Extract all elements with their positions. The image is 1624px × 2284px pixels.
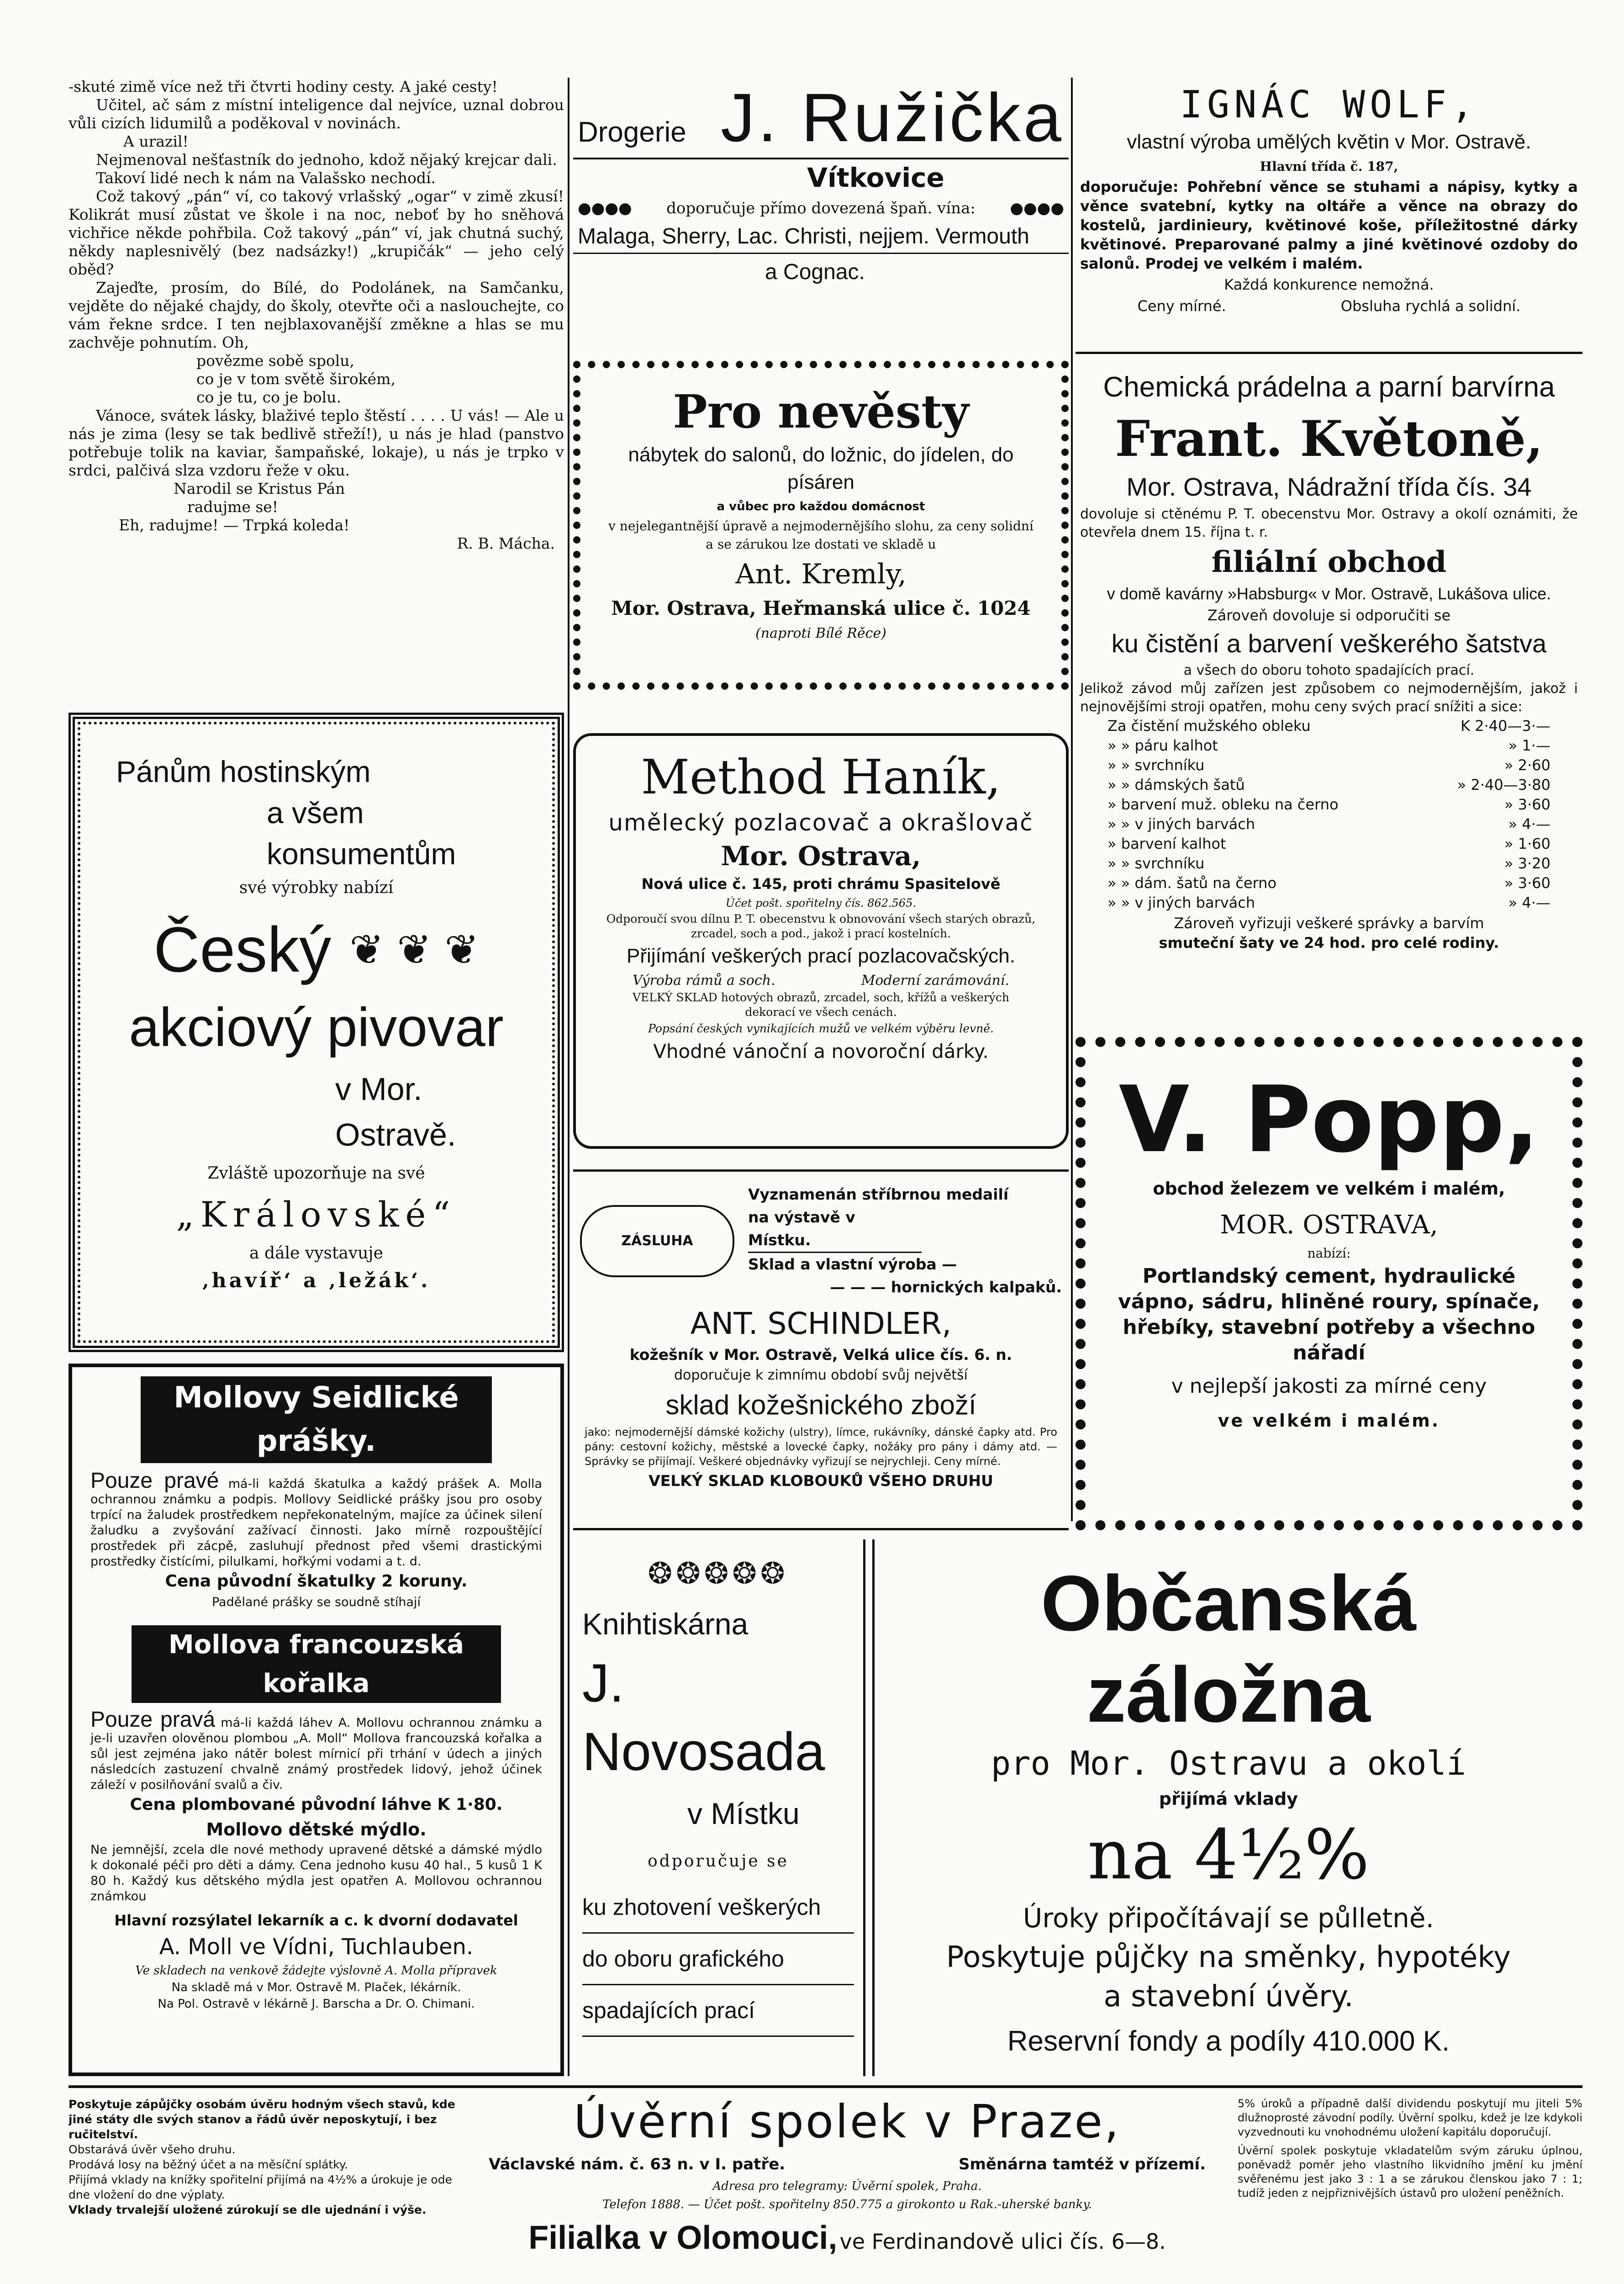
schindler-line: doporučuje k zimnímu období svůj největší [674,1367,968,1383]
hanik-addr: Nová ulice č. 145, proti chrámu Spasitelově [641,875,1001,893]
ruzicka-row [573,196,1069,221]
ad-moll [69,1364,564,2076]
popp-line: ve velkém i malém. [1218,1411,1440,1431]
spolek-filial2: ve Ferdinandově ulici čís. 6—8. [839,2229,1166,2254]
wolf-row [1080,296,1578,316]
ad-wolf [1076,78,1582,347]
price-item: Za čistění mužského obleku [1107,717,1311,735]
price-row [1107,716,1550,736]
pivovar-line: Pánům hostinským [116,755,371,788]
column-rule [568,78,569,2076]
poem-verse: povězme sobě spolu, [196,352,355,370]
poem-verse: radujme se! [187,498,279,516]
price-item: » » v jiných barvách [1107,815,1255,833]
ruzicka-drogerie: Drogerie [578,116,686,148]
spolek-bottom-row [69,2275,1582,2284]
moll-title: Mollovy Seidlické prášky. [141,1376,492,1463]
moll-price: Cena plombované původní láhve K 1·80. [130,1795,503,1814]
poem-signature: R. B. Mácha. [457,534,555,552]
novosad-line: ku zhotovení veškerých [582,1882,854,1934]
pivovar-line: Zvláště upozorňuje na své [207,1164,425,1183]
wolf-line: Obsluha rychlá a solidní. [1340,297,1521,315]
spolek-addr: Směnárna tamtéž v přízemí. [958,2155,1206,2173]
pivovar-line: své výrobky nabízí [239,878,394,897]
price-row [1107,775,1550,795]
novosad-name: J. Novosada [582,1653,825,1782]
ruzicka-header [573,78,1069,159]
price-row [1107,736,1550,756]
spolek-addr: Václavské nám. č. 63 n. v I. patře. [489,2155,786,2173]
pivovar-line: v Mor. Ostravě. [335,1071,456,1153]
spolek-right-item: Úvěrní spolek poskytuje vkladatelům svým záruku úplnou, poněvadž poměr jeho vlastního likvidního jmění ku jmění svěřenému jest jako 3 : 1 a se zárukou členskou jako 7 : 1; tudíž jeden z nejpřiznivějších ústavů pro uložení peněžních. [1238,2144,1582,2199]
wolf-line: Každá konkurence nemožná. [1224,276,1434,293]
moll-title: Mollova francouzská kořalka [132,1625,501,1703]
schindler-line: — — — hornických kalpaků. [830,1278,1062,1296]
ad-kremly [573,361,1069,690]
pivovar-title-row [116,911,517,989]
price-item: » » páru kalhot [1107,737,1218,754]
spolek-filial: Filialka v Olomouci, [528,2220,838,2256]
schindler-body: jako: nejmodernější dámské kožichy (ulstry), límce, rukávníky, dánské čapky atd. Pro pány: cestovní kožichy, městské a lovecké čapky, nožáky pro pány i dámy atd. — Správky se přijímají. Veškeré objednávky vyřizují se nejrychleji. Ceny mírné. [585,1426,1057,1468]
moll-price: Cena původní škatulky 2 koruny. [165,1572,468,1591]
pivovar-line: „Královské“ [176,1194,457,1235]
ad-hanik [573,733,1069,1149]
spolek-left [69,2097,457,2266]
price-item: » » v jiných barvách [1107,894,1255,911]
ornament-icon: ●●●● [1010,199,1064,217]
price-row [1107,873,1550,893]
moll-soap-title: Mollovo dětské mýdlo. [206,1819,427,1840]
price-row [1107,814,1550,834]
schindler-line: VELKÝ SKLAD KLOBOUKŮ VŠEHO DRUHU [649,1472,993,1490]
moll-text [90,1469,542,1570]
novosad-line: odporučuje se [648,1852,789,1871]
poem-paragraph: Takoví lidé nech k nám na Valašsko nechodí. [96,169,436,187]
price-list [1080,716,1578,913]
kvetone-line: smuteční šaty ve 24 hod. pro celé rodiny. [1159,934,1499,952]
schindler-line: Sklad a vlastní výroba — [748,1255,957,1273]
price-row [1107,834,1550,854]
ruzicka-line: a Cognac. [765,260,865,284]
ad-uverni-spolek [69,2092,1582,2284]
zalozna-line: a stavební úvěry. [1103,1980,1354,2014]
medal-seal: ZÁSLUHA [580,1205,734,1277]
price-value: » 3·60 [1504,874,1550,892]
spolek-right-item: 5% úroků a případně další dividendu poskytují mu jiteli 5% dlužnoprosté závodní podíly. Úvěrní spolku, kdež je lze kdykoli vyzvednouti ku vnohodnému uložení kapitálu doporučují. [1238,2097,1582,2138]
zalozna-line: Poskytuje půjčky na směnky, hypotéky [946,1940,1511,1974]
section-rule [69,2085,1582,2088]
kvetone-line: v domě kavárny »Habsburg« v Mor. Ostravě, Lukášova ulice. [1107,584,1551,603]
price-value: K 2·40—3·— [1461,717,1550,735]
ad-ruzicka [573,78,1069,343]
moll-body: má-li každá láhev A. Mollovu ochrannou známku a je-li uzavřen olověnou plombou „A. Moll“ Mollova francouzská kořalka a sůl jest zejména jako nátěr bolest mírnicí při trhání v údech a jiných následcích zastuzení chvalně známý prostředek lidový, jehož účinek záleží v posilňování svalů a čiv. [90,1716,543,1792]
kvetone-line: a všech do oboru tohoto spadajících prací. [1183,662,1475,678]
wolf-name: IGNÁC WOLF, [1180,83,1478,127]
poem-paragraph: Vánoce, svátek lásky, blaživé teplo štěstí . . . . U vás! — Ale u nás je zima (lesy se tak bedlivě střeží!), u nás je hlad (panstvo potřebuje tolik na kaviar, šampaňské, lokaje), u nás je trpko v srdci, palčivá slza vzdoru řeže v oku. [69,407,564,479]
ornament-icon: ❦ ❦ ❦ [349,925,479,974]
popp-line: obchod železem ve velkém i malém, [1153,1179,1505,1199]
price-row [1107,756,1550,775]
kvetone-addr: Mor. Ostrava, Nádražní třída čís. 34 [1126,472,1532,501]
moll-main: Hlavní rozsýlatel lekarník a c. k dvorní dodavatel [114,1912,518,1929]
pivovar-title: Český [153,914,332,985]
kremly-line: v nejelegantnější úpravě a nejmodernějšího slohu, za ceny solidní a se zárukou lze dostati ve skladě u [608,518,1033,552]
price-value: » 2·60 [1504,756,1550,774]
zalozna-line: Reservní fondy a podíly 410.000 K. [1007,2025,1450,2057]
spolek-left-item: Vklady trvalejší uložené zúrokují se dle ujednání i výše. [69,2203,427,2216]
price-item: » » dámských šatů [1107,776,1245,793]
spolek-title: Úvěrní spolek v Praze, [574,2095,1121,2148]
hanik-line: Odporoučí svou dílnu P. T. obecenstvu k obnovování všech starých obrazů, zrcadel, soch a pod., jakož i prací kostelních. [606,912,1036,940]
wolf-line: Ceny mírné. [1137,297,1226,315]
popp-line: v nejlepší jakosti za mírné ceny [1171,1375,1487,1398]
spolek-left-item: Prodává losy na běžný účet a na měsíční splátky. [69,2158,348,2171]
poem-verse: Narodil se Kristus Pán [174,480,345,497]
kvetone-title: Chemická prádelna a parní barvírna [1103,371,1555,403]
hanik-line: Vhodné vánoční a novoroční dárky. [653,1040,989,1063]
ad-pivovar [69,713,564,1352]
ad-novosad [573,1539,865,2076]
spolek-tel: Telefon 1888. — Účet pošt. spořitelny 850.775 a girokonto u Rak.-uherské banky. [602,2198,1092,2211]
schindler-addr: kožešník v Mor. Ostravě, Velká ulice čís. 6. n. [629,1346,1012,1364]
moll-lead: Pouze pravé [90,1469,219,1493]
kvetone-filialni: filiální obchod [1211,545,1447,579]
kremly-line: nábytek do salonů, do ložnic, do jídelen, do písáren [628,444,1014,493]
price-value: » 1·— [1508,737,1550,754]
hanik-line: Výroba rámů a soch. [633,973,775,989]
zalozna-line: Úroky připočítávají se půlletně. [1023,1903,1434,1934]
schindler-headline: sklad kožešnického zboží [665,1390,976,1420]
popp-line: Portlandský cement, hydraulické vápno, sádru, hliněné roury, spínače, hřebíky, stavební potřeby a všechno nářadí [1118,1264,1540,1364]
hanik-row [590,971,1052,990]
column-rule [1071,78,1073,1521]
price-row [1107,854,1550,873]
price-value: » 4·— [1508,815,1550,833]
ruzicka-line: doporučuje přímo dovezená špaň. vína: [666,199,975,217]
spolek-filial-row [470,2217,1224,2258]
moll-body: má-li každá škatulka a každý prášek A. Molla ochrannou známku a podpis. Mollovy Seidlické prášky jsou pro osoby trpící na žaludek prostředkem nepřekonatelným, majíce za účinek silení žaludku a zvyšování zažívací činnosti. Jako mírně rozpouštějící prostředek při zácpě, zasluhují přednost před všemi drastickými prostředky čistícími, pilulkami, hořkými vodami a t. d. [90,1477,542,1569]
moll-note: Ve skladech na venkově žádejte výslovně A. Molla přípravek [135,1964,497,1977]
spolek-center [470,2092,1224,2270]
popp-line: nabízí: [1307,1246,1351,1261]
price-row [1107,795,1550,814]
price-value: » 2·40—3·80 [1457,776,1550,793]
spolek-left-item: Obstarává úvěr všeho druhu. [69,2143,236,2156]
ruzicka-town: Vítkovice [807,162,944,193]
poem-paragraph: Což takový „pán“ ví, co takový vrlašský „ogar“ v zimě zkusí! Kolikrát musí zůstat ve škole i na noc, neboť by ho sněhová vichřice někde pohřbila. Což takový „pán“ ví, jak chutná suchý, někdy naplesnivělý (bez nadsázky!) „krupičák“ — jeho celý oběd? [69,187,564,278]
ad-zalozna [872,1539,1582,2076]
spolek-addr-row [470,2152,1224,2177]
spolek-tel: Adresa pro telegramy: Úvěrní spolek, Praha. [712,2179,982,2193]
pivovar-line: ‚havíř‘ a ‚ležák‘. [202,1269,431,1292]
hanik-trade: umělecký pozlacovač a okrašlovač [608,809,1033,836]
poem-paragraph: Nejmenoval nešťastník do jednoho, kdož nějaký krejcar dali. [96,151,557,169]
wolf-body: doporučuje: Pohřební věnce se stuhami a nápisy, kytky a věnce svatební, kytky na oltáře a věnce na obrazy do kostelů, jardinieury, květinové koše, příležitostné dárky květinové. Preparované palmy a jiné květinové ozdoby do salonů. Prodej ve velkém i malém. [1080,178,1578,272]
novosad-line: Knihtiskárna [582,1607,749,1641]
section-rule [1076,352,1582,354]
novosad-line: spadajících prací [582,1985,854,2037]
moll-note: Padělané prášky se soudně stíhají [211,1595,421,1609]
kvetone-line: ku čistění a barvení veškerého šatstva [1111,629,1547,658]
poem-verse: Eh, radujme! — Trpká koleda! [119,516,350,534]
ad-kvetone [1076,361,1582,1028]
price-item: » » svrchníku [1107,756,1205,774]
kvetone-name: Frant. Květoně, [1115,410,1543,468]
spolek-left-item: Poskytuje zápůjčky osobám úvěru hodným všech stavů, kde jiné státy dle svých stanov a řádů úvěr neposkytují, i bez ručitelství. [69,2098,455,2141]
spolek-right [1238,2097,1582,2270]
poem-paragraph: Zajeďte, prosím, do Bílé, do Podolánek, na Samčanku, vejděte do nějaké chajdy, do školy, otevřte oči a naslouchejte, co vám řekne srdce. I ten nejblaxovanější změkne a hlas se mu zachvěje pohnutím. Oh, [69,279,564,351]
price-value: » 1·60 [1504,835,1550,852]
price-item: » barvení kalhot [1107,835,1226,852]
spolek-bottom [201,2282,927,2284]
kremly-title: Pro nevěsty [673,385,969,439]
kremly-name: Ant. Kremly, [735,558,907,590]
pivovar-title: akciový pivovar [129,997,504,1058]
moll-text [90,1708,543,1793]
price-item: » » dám. šatů na černo [1107,874,1277,892]
poem-verse: co je v tom světě širokém, [196,370,395,388]
poem-paragraph: -skuté zimě více než tři čtvrti hodiny cesty. A jaké cesty! [69,78,498,95]
poem-paragraph: Učitel, ač sám z místní inteligence dal nejvíce, uznal dobrou vůli cizích lidumilů a poděkoval v novinách. [69,96,564,132]
moll-lead: Pouze pravá [90,1708,216,1732]
pivovar-line: a všem konsumentům [267,796,456,871]
spolek-left-item: Přijímá vklady na knížky spořitelní přijímá na 4½% a úrokuje je ode dne vložení do dne výplaty. [69,2173,452,2201]
moll-note: Na skladě má v Mor. Ostravě M. Plaček, lékárník. [171,1981,461,1994]
poem-verse: co je tu, co je bolu. [196,388,341,406]
ornament-icon: ❂❂❂❂❂ [648,1557,789,1591]
schindler-line: na výstavě v Místku. [748,1206,922,1253]
hanik-line: Přijímání veškerých prací pozlacovačských. [627,945,1015,967]
price-item: » » svrchníku [1107,855,1205,872]
kvetone-line: Jelikož závod můj zařízen jest způsobem co nejmodernějším, jakož i nejnovějšími stroji opatřen, mohu ceny svých prací snížiti a sice: [1080,681,1578,715]
moll-note: Na Pol. Ostravě v lékárně J. Barscha a Dr. O. Chimani. [158,1997,475,2011]
popp-name: V. Popp, [1118,1067,1540,1173]
price-value: » 3·20 [1504,855,1550,872]
zalozna-rate: na 4½% [1087,1815,1370,1895]
zalozna-line: pro Mor. Ostravu a okolí [991,1744,1466,1782]
hanik-name: Method Haník, [641,749,1001,805]
price-item: » barvení muž. obleku na černo [1107,796,1339,813]
ad-schindler [573,1169,1069,1530]
schindler-name: ANT. SCHINDLER, [690,1306,952,1341]
ruzicka-name: J. Ružička [721,79,1064,156]
popp-line: MOR. OSTRAVA, [1220,1210,1438,1240]
hanik-city: Mor. Ostrava, [721,841,921,872]
price-row [1107,893,1550,913]
hanik-acct: Účet pošt. spořitelny čís. 862.565. [725,897,917,909]
poem-article [69,78,564,703]
kremly-line: a vůbec pro každou domácnost [717,500,925,513]
wolf-addr: Hlavní třída č. 187, [1260,159,1398,174]
kremly-addr: Mor. Ostrava, Heřmanská ulice č. 1024 [611,597,1031,619]
zalozna-title: Občanská záložna [1040,1560,1417,1739]
pivovar-line: a dále vystavuje [249,1244,383,1263]
hanik-line: Popsání českých vynikajících mužů ve velkém výběru levně. [648,1022,994,1035]
kvetone-line: Zároveň dovoluje si odporučiti se [1207,607,1451,624]
schindler-line: Vyznamenán stříbrnou medailí [748,1185,1009,1203]
wolf-sub: vlastní výroba umělých květin v Mor. Ostravě. [1127,131,1531,153]
hanik-line: Moderní zarámování. [861,973,1009,989]
ruzicka-line: Malaga, Sherry, Lac. Christi, nejjem. Vermouth [573,221,1069,254]
schindler-medal-text [748,1183,1062,1299]
kvetone-line: Zároveň vyřizuji veškeré správky a barvím [1174,915,1484,932]
ad-popp [1076,1037,1582,1530]
price-value: » 4·— [1508,894,1550,911]
hanik-line: VELKÝ SKLAD hotových obrazů, zrcadel, soch, křížů a veškerých dekorací ve všech cenách. [632,991,1010,1019]
zalozna-line: přijímá vklady [1159,1789,1298,1809]
schindler-header [580,1183,1062,1299]
poem-paragraph: A urazil! [123,132,189,150]
ornament-icon: ●●●● [578,199,632,217]
price-value: » 3·60 [1504,796,1550,813]
novosad-line: v Místku [687,1797,800,1830]
moll-main: A. Moll ve Vídni, Tuchlauben. [159,1934,474,1960]
moll-soap: Ne jemnější, zcela dle nové methody upravené dětské a dámské mýdlo k dokonalé péči pro děti a dámy. Cena jednoho kusu 40 hal., 5 kusů 1 K 80 h. Každý kus dětského mýdla jest opatřen A. Mollovou ochrannou známkou [90,1843,542,1903]
novosad-line: do oboru grafického [582,1934,854,1985]
kvetone-line: dovoluje si ctěnému P. T. obecenstvu Mor. Ostravy a okolí oznámiti, že otevřela dnem 15. října t. r. [1080,506,1578,540]
kremly-paren: (naproti Bílé Rěce) [755,625,886,641]
